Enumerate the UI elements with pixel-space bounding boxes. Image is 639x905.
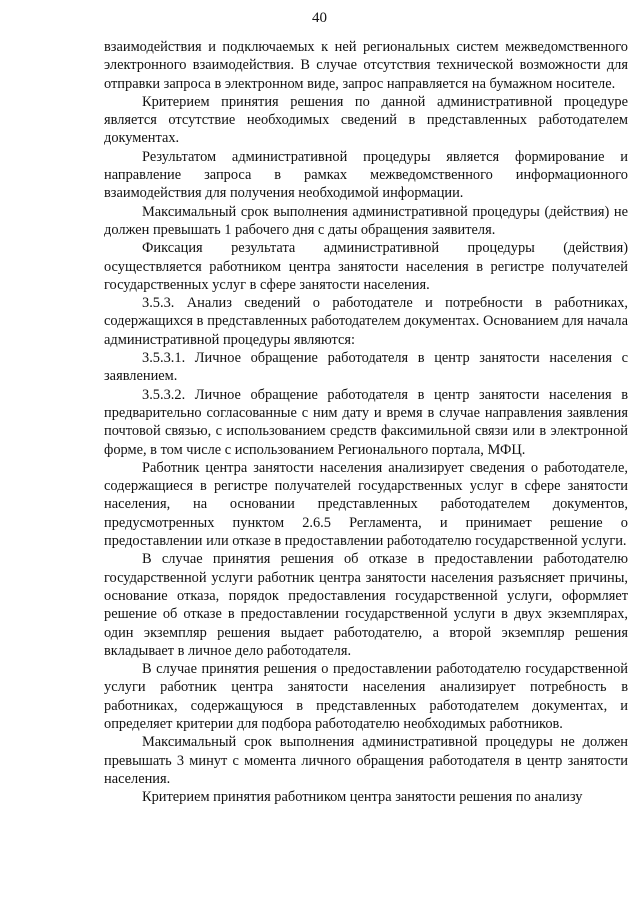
paragraph-section-3-5-3-2: 3.5.3.2. Личное обращение работодателя в центр занятости населения в предварительно согласованные с ним дату и время в случае направления заявления почтовой связью, с использованием средств факсимильной связи или в электронной форме, в том числе с использованием Регионального портала, МФЦ. (104, 386, 628, 458)
paragraph-procedure-result: Результатом административной процедуры является формирование и направление запроса в рамках межведомственного информационного взаимодействия для получения необходимой информации. (104, 148, 628, 202)
page-number: 40 (312, 10, 327, 26)
body-text (104, 38, 628, 806)
paragraph-section-3-5-3-1: 3.5.3.1. Личное обращение работодателя в центр занятости населения с заявлением. (104, 350, 628, 385)
paragraph-result-recording: Фиксация результата административной процедуры (действия) осуществляется работником центра занятости населения в регистре получателей государственных услуг в сфере занятости населения. (104, 240, 628, 293)
paragraph-decision-criterion: Критерием принятия решения по данной административной процедуре является отсутствие необходимых сведений в представленных работодателем документах. (104, 93, 628, 147)
paragraph-max-duration-minutes: Максимальный срок выполнения административной процедуры не должен превышать 3 минут с момента личного обращения работодателя в центр занятости населения. (104, 734, 628, 787)
paragraph-continuation: взаимодействия и подключаемых к ней региональных систем межведомственного электронного взаимодействия. В случае отсутствия технической возможности для отправки запроса в электронном виде, запрос направляется на бумажном носителе. (104, 39, 628, 92)
paragraph-analysis-criterion: Критерием принятия работником центра занятости решения по анализу (142, 789, 583, 806)
paragraph-max-duration: Максимальный срок выполнения административной процедуры (действия) не должен превышать 1 рабочего дня с даты обращения заявителя. (104, 203, 628, 238)
paragraph-employer-analysis: Работник центра занятости населения анализирует сведения о работодателе, содержащиеся в регистре получателей государственных услуг в сфере занятости населения, на основании представленных работодателем документов, предусмотренных пунктом 2.6.5 Регламента, и принимает решение о предоставлении или отказе в предоставлении работодателю государственной услуги. (104, 459, 628, 550)
paragraph-approval-case: В случае принятия решения о предоставлении работодателю государственной услуги работник центра занятости населения анализирует потребность в работниках, содержащуюся в представленных работодателем документах, и определяет критерии для подбора работодателю необходимых работников. (104, 661, 628, 732)
paragraph-refusal-case: В случае принятия решения об отказе в предоставлении работодателю государственной услуги работник центра занятости населения разъясняет причины, основание отказа, порядок предоставления государственной услуги, оформляет решение об отказе в предоставлении государственной услуги в двух экземплярах, один экземпляр решения выдает работодателю, а второй экземпляр решения вкладывает в личное дело работодателя. (104, 551, 628, 659)
paragraph-section-3-5-3: 3.5.3. Анализ сведений о работодателе и потребности в работниках, содержащихся в представленных работодателем документах. Основанием для начала административной процедуры являются: (104, 295, 628, 348)
